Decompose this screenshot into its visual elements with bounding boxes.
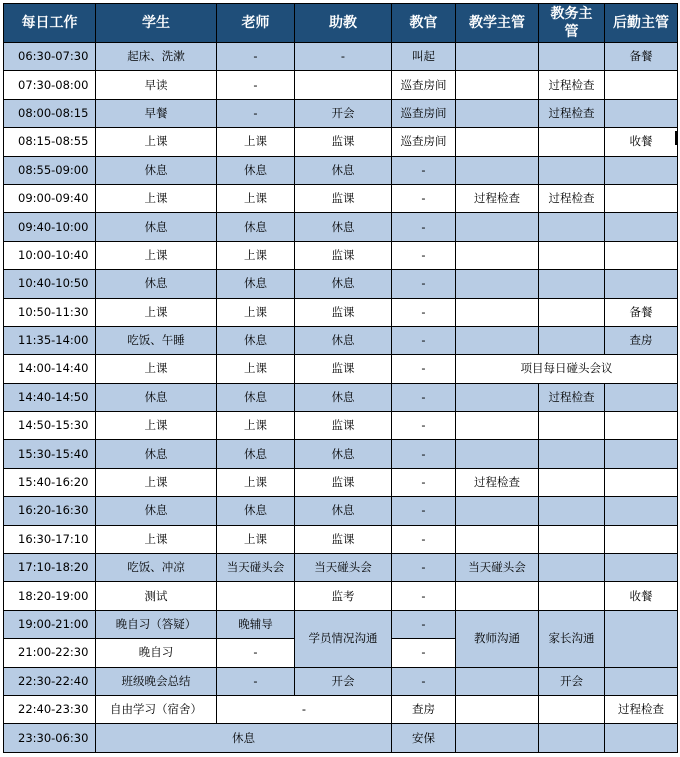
academic-manager-cell — [539, 582, 605, 610]
time-cell: 10:40-10:50 — [4, 270, 96, 298]
academic-manager-merged-cell: 家长沟通 — [539, 610, 605, 667]
academic-manager-cell — [539, 128, 605, 156]
table-row — [4, 241, 678, 269]
student-cell: 早读 — [96, 71, 217, 99]
teacher-cell: 上课 — [217, 298, 295, 326]
daily-schedule-table — [3, 3, 678, 753]
table-row — [4, 326, 678, 354]
logistics-manager-cell: 备餐 — [605, 43, 678, 71]
student-cell: 晚自习 — [96, 639, 217, 667]
teaching-manager-cell — [456, 298, 539, 326]
table-row — [4, 554, 678, 582]
academic-manager-cell — [539, 213, 605, 241]
student-cell: 吃饭、冲凉 — [96, 554, 217, 582]
instructor-cell: - — [392, 355, 456, 383]
student-cell: 上课 — [96, 241, 217, 269]
table-row — [4, 298, 678, 326]
teacher-cell: - — [217, 71, 295, 99]
instructor-cell: - — [392, 582, 456, 610]
student-cell: 测试 — [96, 582, 217, 610]
header-cell-teacher: 老师 — [217, 4, 295, 43]
teacher-cell: 休息 — [217, 156, 295, 184]
instructor-cell: - — [392, 610, 456, 638]
teaching-manager-cell — [456, 695, 539, 723]
logistics-manager-cell — [605, 440, 678, 468]
assistant-cell: 监课 — [295, 128, 392, 156]
instructor-cell: 巡查房间 — [392, 128, 456, 156]
student-cell: 班级晚会总结 — [96, 667, 217, 695]
assistant-cell — [295, 71, 392, 99]
student-cell: 休息 — [96, 270, 217, 298]
logistics-manager-cell: 过程检查 — [605, 695, 678, 723]
teacher-cell: 休息 — [217, 440, 295, 468]
student-cell: 早餐 — [96, 99, 217, 127]
instructor-cell: 查房 — [392, 695, 456, 723]
header-cell-instructor: 教官 — [392, 4, 456, 43]
logistics-manager-cell — [605, 99, 678, 127]
teacher-cell: 休息 — [217, 383, 295, 411]
teaching-manager-cell — [456, 412, 539, 440]
logistics-manager-cell — [605, 270, 678, 298]
academic-manager-cell — [539, 440, 605, 468]
logistics-manager-merged-cell — [605, 610, 678, 667]
time-cell: 14:50-15:30 — [4, 412, 96, 440]
teaching-manager-cell — [456, 525, 539, 553]
student-cell: 上课 — [96, 355, 217, 383]
table-row — [4, 156, 678, 184]
teacher-cell — [217, 582, 295, 610]
logistics-manager-cell — [605, 497, 678, 525]
teaching-manager-cell — [456, 71, 539, 99]
academic-manager-cell — [539, 525, 605, 553]
assistant-cell: 开会 — [295, 99, 392, 127]
assistant-cell: 休息 — [295, 383, 392, 411]
assistant-cell: 休息 — [295, 326, 392, 354]
instructor-cell: - — [392, 554, 456, 582]
table-row — [4, 667, 678, 695]
teaching-manager-cell — [456, 497, 539, 525]
teaching-manager-cell: 过程检查 — [456, 184, 539, 212]
table-row — [4, 71, 678, 99]
instructor-cell: 巡查房间 — [392, 71, 456, 99]
academic-manager-cell — [539, 695, 605, 723]
student-cell: 上课 — [96, 298, 217, 326]
academic-manager-cell — [539, 270, 605, 298]
teacher-cell: 上课 — [217, 184, 295, 212]
assistant-cell: 休息 — [295, 213, 392, 241]
time-cell: 15:40-16:20 — [4, 468, 96, 496]
academic-manager-cell — [539, 412, 605, 440]
teaching-manager-cell — [456, 99, 539, 127]
header-row — [4, 4, 678, 43]
student-cell: 休息 — [96, 213, 217, 241]
teaching-manager-cell — [456, 582, 539, 610]
assistant-merged-cell: 学员情况沟通 — [295, 610, 392, 667]
student-assistant-merged-cell: 休息 — [96, 724, 392, 752]
teacher-cell: 晚辅导 — [217, 610, 295, 638]
instructor-cell: - — [392, 298, 456, 326]
teaching-manager-cell — [456, 383, 539, 411]
student-cell: 休息 — [96, 440, 217, 468]
instructor-cell: - — [392, 184, 456, 212]
teacher-cell: 当天碰头会 — [217, 554, 295, 582]
table-row — [4, 497, 678, 525]
assistant-cell: 监考 — [295, 582, 392, 610]
instructor-cell: - — [392, 241, 456, 269]
student-cell: 自由学习（宿舍） — [96, 695, 217, 723]
teacher-cell: 上课 — [217, 355, 295, 383]
teacher-cell: 休息 — [217, 326, 295, 354]
table-row — [4, 412, 678, 440]
table-row — [4, 724, 678, 752]
academic-manager-cell: 过程检查 — [539, 71, 605, 99]
table-row — [4, 525, 678, 553]
teaching-manager-cell — [456, 156, 539, 184]
time-cell: 10:50-11:30 — [4, 298, 96, 326]
header-cell-assistant: 助教 — [295, 4, 392, 43]
student-cell: 吃饭、午睡 — [96, 326, 217, 354]
academic-manager-cell — [539, 156, 605, 184]
logistics-manager-cell — [605, 554, 678, 582]
student-cell: 起床、洗漱 — [96, 43, 217, 71]
teacher-cell: 上课 — [217, 525, 295, 553]
instructor-cell: - — [392, 383, 456, 411]
assistant-cell: 休息 — [295, 156, 392, 184]
teacher-cell: 上课 — [217, 241, 295, 269]
table-row — [4, 184, 678, 212]
assistant-cell: 监课 — [295, 355, 392, 383]
assistant-cell: 监课 — [295, 241, 392, 269]
assistant-cell: 监课 — [295, 184, 392, 212]
teacher-cell: 上课 — [217, 128, 295, 156]
logistics-manager-cell — [605, 213, 678, 241]
teacher-cell: 休息 — [217, 270, 295, 298]
academic-manager-cell — [539, 43, 605, 71]
teacher-cell: 上课 — [217, 468, 295, 496]
header-cell-academic-manager: 教务主管 — [539, 4, 605, 43]
table-row — [4, 355, 678, 383]
time-cell: 15:30-15:40 — [4, 440, 96, 468]
teacher-cell: 休息 — [217, 497, 295, 525]
assistant-cell: 休息 — [295, 497, 392, 525]
teaching-manager-cell — [456, 270, 539, 298]
academic-manager-cell: 过程检查 — [539, 99, 605, 127]
header-cell-student: 学生 — [96, 4, 217, 43]
logistics-manager-cell — [605, 383, 678, 411]
header-cell-teaching-manager: 教学主管 — [456, 4, 539, 43]
table-row — [4, 610, 678, 638]
time-cell: 09:40-10:00 — [4, 213, 96, 241]
teacher-cell: - — [217, 43, 295, 71]
time-cell: 18:20-19:00 — [4, 582, 96, 610]
teacher-assistant-merged-cell: - — [217, 695, 392, 723]
instructor-cell: - — [392, 412, 456, 440]
teaching-manager-cell — [456, 667, 539, 695]
logistics-manager-cell — [605, 667, 678, 695]
academic-manager-cell: 开会 — [539, 667, 605, 695]
student-cell: 晚自习（答疑） — [96, 610, 217, 638]
time-cell: 09:00-09:40 — [4, 184, 96, 212]
time-cell: 22:30-22:40 — [4, 667, 96, 695]
assistant-cell: 当天碰头会 — [295, 554, 392, 582]
managers-merged-cell: 项目每日碰头会议 — [456, 355, 678, 383]
table-row — [4, 695, 678, 723]
academic-manager-cell — [539, 326, 605, 354]
table-row — [4, 270, 678, 298]
instructor-cell: 巡查房间 — [392, 99, 456, 127]
student-cell: 休息 — [96, 497, 217, 525]
academic-manager-cell — [539, 241, 605, 269]
header-cell-work: 每日工作 — [4, 4, 96, 43]
teaching-manager-cell — [456, 213, 539, 241]
academic-manager-cell: 过程检查 — [539, 184, 605, 212]
time-cell: 14:00-14:40 — [4, 355, 96, 383]
student-cell: 上课 — [96, 128, 217, 156]
teacher-cell: 上课 — [217, 412, 295, 440]
assistant-cell: 休息 — [295, 270, 392, 298]
edge-marker — [675, 131, 678, 145]
teacher-cell: 休息 — [217, 213, 295, 241]
teacher-cell: - — [217, 99, 295, 127]
assistant-cell: 开会 — [295, 667, 392, 695]
logistics-manager-cell — [605, 525, 678, 553]
student-cell: 上课 — [96, 468, 217, 496]
table-row — [4, 468, 678, 496]
instructor-cell: - — [392, 270, 456, 298]
time-cell: 16:20-16:30 — [4, 497, 96, 525]
teaching-manager-cell — [456, 326, 539, 354]
instructor-cell: - — [392, 326, 456, 354]
instructor-cell: - — [392, 667, 456, 695]
teaching-manager-cell — [456, 43, 539, 71]
assistant-cell: 休息 — [295, 440, 392, 468]
assistant-cell: - — [295, 43, 392, 71]
logistics-manager-cell — [605, 156, 678, 184]
student-cell: 休息 — [96, 156, 217, 184]
instructor-cell: - — [392, 525, 456, 553]
academic-manager-cell — [539, 468, 605, 496]
logistics-manager-cell — [605, 71, 678, 99]
academic-manager-cell: 过程检查 — [539, 383, 605, 411]
time-cell: 10:00-10:40 — [4, 241, 96, 269]
instructor-cell: - — [392, 497, 456, 525]
academic-manager-cell — [539, 497, 605, 525]
header-cell-logistics-manager: 后勤主管 — [605, 4, 678, 43]
table-row — [4, 440, 678, 468]
teaching-manager-cell — [456, 440, 539, 468]
instructor-cell: - — [392, 440, 456, 468]
academic-manager-cell — [539, 554, 605, 582]
logistics-manager-cell: 收餐 — [605, 582, 678, 610]
time-cell: 21:00-22:30 — [4, 639, 96, 667]
assistant-cell: 监课 — [295, 412, 392, 440]
assistant-cell: 监课 — [295, 468, 392, 496]
academic-manager-cell — [539, 724, 605, 752]
teaching-manager-cell: 当天碰头会 — [456, 554, 539, 582]
time-cell: 08:00-08:15 — [4, 99, 96, 127]
time-cell: 14:40-14:50 — [4, 383, 96, 411]
logistics-manager-cell — [605, 184, 678, 212]
logistics-manager-cell: 备餐 — [605, 298, 678, 326]
student-cell: 休息 — [96, 383, 217, 411]
teacher-cell: - — [217, 667, 295, 695]
schedule-body — [4, 43, 678, 753]
logistics-manager-cell: 查房 — [605, 326, 678, 354]
table-row — [4, 128, 678, 156]
student-cell: 上课 — [96, 184, 217, 212]
time-cell: 08:15-08:55 — [4, 128, 96, 156]
teacher-cell: - — [217, 639, 295, 667]
time-cell: 17:10-18:20 — [4, 554, 96, 582]
time-cell: 11:35-14:00 — [4, 326, 96, 354]
time-cell: 07:30-08:00 — [4, 71, 96, 99]
instructor-cell: - — [392, 468, 456, 496]
teaching-manager-cell — [456, 128, 539, 156]
table-row — [4, 582, 678, 610]
student-cell: 上课 — [96, 412, 217, 440]
logistics-manager-cell — [605, 468, 678, 496]
instructor-cell: - — [392, 213, 456, 241]
time-cell: 19:00-21:00 — [4, 610, 96, 638]
assistant-cell: 监课 — [295, 525, 392, 553]
assistant-cell: 监课 — [295, 298, 392, 326]
instructor-cell: 叫起 — [392, 43, 456, 71]
logistics-manager-cell — [605, 241, 678, 269]
teaching-manager-cell — [456, 241, 539, 269]
table-row — [4, 43, 678, 71]
time-cell: 06:30-07:30 — [4, 43, 96, 71]
time-cell: 22:40-23:30 — [4, 695, 96, 723]
instructor-cell: - — [392, 156, 456, 184]
table-row — [4, 99, 678, 127]
student-cell: 上课 — [96, 525, 217, 553]
logistics-manager-cell — [605, 724, 678, 752]
teaching-manager-cell — [456, 724, 539, 752]
instructor-cell: - — [392, 639, 456, 667]
time-cell: 08:55-09:00 — [4, 156, 96, 184]
logistics-manager-cell: 收餐 — [605, 128, 678, 156]
table-row — [4, 383, 678, 411]
table-row — [4, 213, 678, 241]
teaching-manager-cell: 过程检查 — [456, 468, 539, 496]
teaching-manager-merged-cell: 教师沟通 — [456, 610, 539, 667]
instructor-cell: 安保 — [392, 724, 456, 752]
time-cell: 23:30-06:30 — [4, 724, 96, 752]
time-cell: 16:30-17:10 — [4, 525, 96, 553]
academic-manager-cell — [539, 298, 605, 326]
logistics-manager-cell — [605, 412, 678, 440]
